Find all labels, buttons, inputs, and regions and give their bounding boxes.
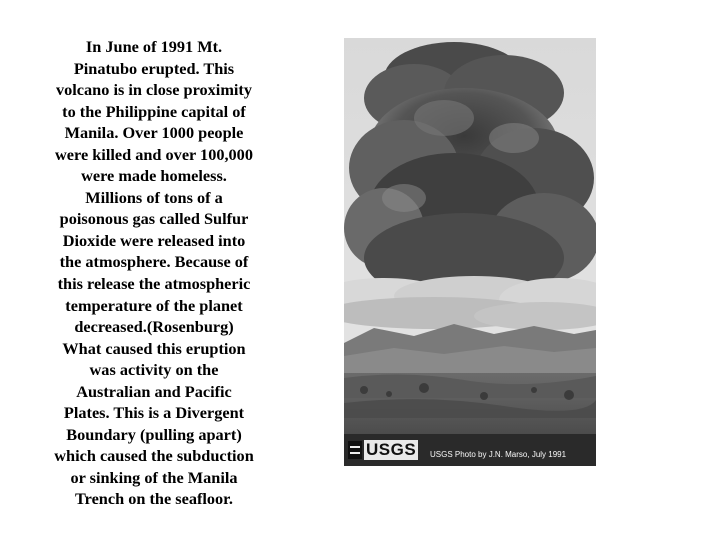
body-line: Pinatubo erupted. This — [73, 58, 235, 78]
eruption-illustration — [344, 38, 596, 466]
body-line: to the Philippine capital of — [62, 101, 246, 121]
eruption-photo — [344, 38, 596, 466]
body-line: the atmosphere. Because of — [59, 252, 249, 272]
body-line: this release the atmospheric — [57, 274, 251, 294]
ash-plume — [344, 42, 596, 303]
photo-credit: USGS Photo by J.N. Marso, July 1991 — [430, 450, 567, 459]
body-line: were made homeless. — [81, 166, 227, 186]
body-line: What caused this eruption — [62, 338, 246, 358]
body-line: Plates. This is a Divergent — [63, 403, 245, 423]
body-line: or sinking of the Manila — [70, 467, 238, 487]
body-line: Manila. Over 1000 people — [64, 123, 244, 143]
usgs-mark-icon — [348, 441, 362, 459]
body-line: Boundary (pulling apart) — [66, 424, 242, 444]
body-line: decreased.(Rosenburg) — [74, 317, 234, 337]
body-line: In June of 1991 Mt. — [85, 37, 223, 56]
body-line: were killed and over 100,000 — [55, 144, 253, 164]
body-line: Millions of tons of a — [85, 187, 223, 207]
body-line: Australian and Pacific — [76, 381, 232, 401]
usgs-logo — [348, 439, 418, 461]
body-line: poisonous gas called Sulfur — [59, 209, 249, 229]
body-line: Dioxide were released into — [62, 230, 246, 250]
body-line: was activity on the — [89, 360, 219, 380]
cloud-layer — [344, 276, 596, 330]
body-line: volcano is in close proximity — [56, 80, 252, 100]
body-text — [36, 36, 272, 510]
body-line: temperature of the planet — [65, 295, 243, 315]
usgs-logo-text: USGS — [366, 440, 417, 459]
body-line: Trench on the seafloor. — [75, 489, 233, 509]
body-line: which caused the subduction — [54, 446, 254, 466]
